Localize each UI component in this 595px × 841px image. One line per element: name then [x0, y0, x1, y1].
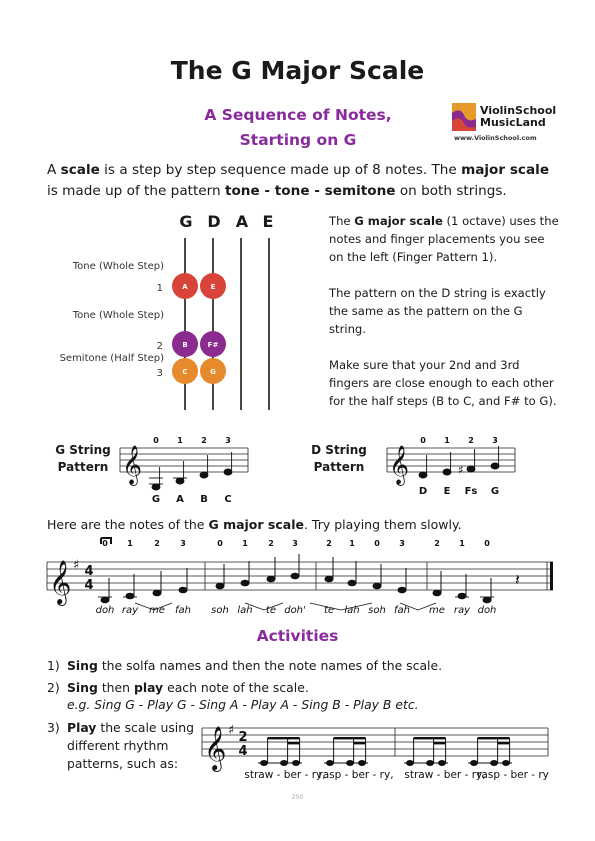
fingerboard-diagram	[40, 205, 330, 415]
solfa-label: te	[323, 605, 335, 616]
treble-clef-icon: 𝄞	[122, 445, 143, 485]
finger-number-2: 2	[156, 341, 163, 352]
finger-num: 1	[177, 436, 183, 445]
scale-finger-number: 2	[326, 539, 332, 548]
rhythm-note-head	[346, 760, 354, 766]
note-head	[491, 463, 499, 469]
rhythm-word: rasp - ber - ry	[477, 769, 549, 781]
note-head	[200, 472, 208, 478]
string-label-g: G	[179, 212, 193, 231]
treble-clef-icon: 𝄞	[204, 726, 227, 770]
scale-note-head	[348, 580, 357, 587]
solfa-label: fah	[175, 605, 191, 616]
page-number: 250	[291, 794, 304, 801]
rhythm-word: straw - ber - ry,	[244, 769, 326, 781]
note-name: Fs	[464, 486, 478, 497]
solfa-label: soh	[211, 605, 229, 616]
side-explanation	[329, 212, 559, 428]
solfa-label: ray	[453, 605, 471, 616]
side-paragraph-3: Make sure that your 2nd and 3rd fingers are close enough to each other for the half steps (B to C, and F# to G).	[329, 358, 557, 408]
rhythm-note-head	[358, 760, 366, 766]
scale-finger-number: 1	[127, 539, 133, 548]
scale-finger-number: 0	[102, 539, 108, 548]
scale-finger-number: 0	[217, 539, 223, 548]
finger-num: 0	[153, 436, 159, 445]
interval-label-2: Tone (Whole Step)	[72, 310, 164, 321]
side-paragraph-1: The G major scale (1 octave) uses the notes and finger placements you see on the left (Finger Pattern 1).	[329, 214, 559, 264]
page-subtitle	[180, 103, 416, 153]
activity-2-example: e.g. Sing G - Play G - Sing A - Play A - Sing B - Play B etc.	[67, 697, 419, 712]
note-head	[224, 469, 232, 475]
interval-label-1: Tone (Whole Step)	[72, 261, 164, 272]
solfa-label: me	[429, 605, 445, 616]
note-head	[152, 484, 160, 490]
scale-notes	[96, 539, 497, 616]
note-name: E	[443, 486, 451, 497]
finger-num: 3	[225, 436, 231, 445]
scale-finger-number: 0	[374, 539, 380, 548]
scale-note-head	[153, 590, 162, 597]
rhythm-note-head	[326, 760, 334, 766]
activity-1: 1) Sing the solfa names and then the note names of the scale.	[47, 658, 443, 673]
rhythm-time-bottom: 4	[238, 744, 248, 759]
solfa-label: me	[149, 605, 165, 616]
note-name: G	[490, 486, 500, 497]
dot-label-c: C	[182, 368, 188, 376]
note-name: C	[224, 494, 232, 505]
rhythm-notes	[258, 737, 512, 766]
logo-mark-icon	[452, 103, 476, 131]
time-signature-bottom: 4	[84, 578, 94, 593]
subtitle-line-2: Starting on G	[239, 131, 357, 149]
finger-number-1: 1	[156, 283, 163, 294]
scale-note-head	[216, 583, 225, 590]
scale-finger-number: 3	[399, 539, 405, 548]
rhythm-note-head	[280, 760, 288, 766]
dot-label-a: A	[182, 283, 188, 291]
solfa-label: soh	[368, 605, 386, 616]
scale-note-head	[433, 590, 442, 597]
note-name: D	[418, 486, 428, 497]
d-string-pattern-staff	[385, 432, 517, 506]
scale-note-head	[458, 593, 467, 600]
finger-number-3: 3	[156, 368, 163, 379]
scale-finger-number: 0	[484, 539, 490, 548]
solfa-label: doh	[477, 605, 497, 616]
key-signature-sharp-icon: ♯	[73, 558, 80, 573]
rhythm-note-head	[426, 760, 434, 766]
g-string-pattern-staff	[118, 432, 250, 506]
scale-note-head	[373, 583, 382, 590]
key-signature-sharp-icon: ♯	[228, 723, 235, 738]
solfa-label: lah	[344, 605, 360, 616]
finger-num: 0	[420, 436, 426, 445]
intro-paragraph: A scale is a step by step sequence made up of 8 notes. The major scale is made up of the pattern tone - tone - semitone on both strings.	[47, 162, 550, 199]
rhythm-note-head	[292, 760, 300, 766]
finger-num: 2	[468, 436, 474, 445]
note-head	[176, 478, 184, 484]
g-major-scale-staff	[45, 534, 555, 620]
string-label-d: D	[207, 212, 221, 231]
subtitle-line-1: A Sequence of Notes,	[204, 106, 392, 124]
rhythm-note-head	[470, 760, 478, 766]
scale-finger-number: 2	[434, 539, 440, 548]
note-head	[443, 469, 451, 475]
scale-note-head	[241, 580, 250, 587]
note-name: A	[176, 494, 184, 505]
note-name: G	[151, 494, 161, 505]
string-label-e: E	[262, 212, 274, 231]
scale-note-head	[101, 597, 110, 604]
dot-label-e: E	[210, 283, 216, 291]
d-string-pattern-label: D String Pattern	[311, 443, 367, 474]
scale-note-head	[291, 573, 300, 580]
logo-url: www.ViolinSchool.com	[454, 134, 537, 142]
rhythm-note-head	[260, 760, 268, 766]
activity-3: 3) Play the scale using different rhythm patterns, such as:	[47, 720, 194, 771]
string-label-a: A	[235, 212, 249, 231]
scale-note-head	[398, 587, 407, 594]
scale-finger-number: 2	[154, 539, 160, 548]
scale-finger-number: 3	[292, 539, 298, 548]
logo-name: ViolinSchool MusicLand	[480, 104, 557, 129]
finger-num: 2	[201, 436, 207, 445]
rhythm-note-head	[438, 760, 446, 766]
treble-clef-icon: 𝄞	[389, 445, 410, 485]
note-head	[467, 466, 475, 472]
rhythm-pattern-staff	[200, 716, 550, 786]
scale-finger-number: 2	[268, 539, 274, 548]
scale-note-head	[179, 587, 188, 594]
side-paragraph-2: The pattern on the D string is exactly the same as the pattern on the G string.	[329, 286, 546, 336]
solfa-label: doh	[95, 605, 115, 616]
dot-label-b: B	[182, 341, 188, 349]
solfa-label: fah	[394, 605, 410, 616]
solfa-label: doh'	[284, 605, 306, 616]
scale-finger-number: 1	[349, 539, 355, 548]
rhythm-note-head	[502, 760, 510, 766]
rhythm-note-head	[490, 760, 498, 766]
scale-note-head	[483, 597, 492, 604]
note-name: B	[200, 494, 208, 505]
page-title: The G Major Scale	[170, 56, 425, 85]
finger-num: 3	[492, 436, 498, 445]
scale-note-head	[325, 576, 334, 583]
rhythm-note-head	[406, 760, 414, 766]
activities-heading: Activities	[256, 627, 339, 645]
scale-note-head	[267, 576, 276, 583]
scale-note-head	[126, 593, 135, 600]
solfa-label: ray	[121, 605, 139, 616]
scale-finger-number: 1	[459, 539, 465, 548]
solfa-label: te	[265, 605, 277, 616]
dot-label-fsharp: F#	[207, 341, 219, 349]
solfa-label: lah	[237, 605, 253, 616]
note-head	[419, 472, 427, 478]
violinschool-logo	[452, 103, 562, 143]
quarter-rest-icon: 𝄽	[515, 570, 520, 589]
finger-num: 1	[444, 436, 450, 445]
rhythm-word: rasp - ber - ry,	[318, 769, 394, 781]
scale-finger-number: 1	[242, 539, 248, 548]
dot-label-g: G	[210, 368, 216, 376]
rhythm-word: straw - ber - ry,	[404, 769, 486, 781]
scale-finger-number: 3	[180, 539, 186, 548]
treble-clef-icon: 𝄞	[49, 560, 72, 604]
sharp-icon: ♯	[458, 463, 464, 477]
scale-intro-text: Here are the notes of the G major scale. Try playing them slowly.	[47, 517, 462, 532]
time-signature-top: 4	[84, 564, 94, 579]
g-string-pattern-label: G String Pattern	[55, 443, 111, 474]
interval-label-3: Semitone (Half Step)	[59, 353, 164, 364]
rhythm-time-top: 2	[238, 730, 248, 745]
activity-2: 2) Sing then play each note of the scale.	[47, 680, 309, 695]
